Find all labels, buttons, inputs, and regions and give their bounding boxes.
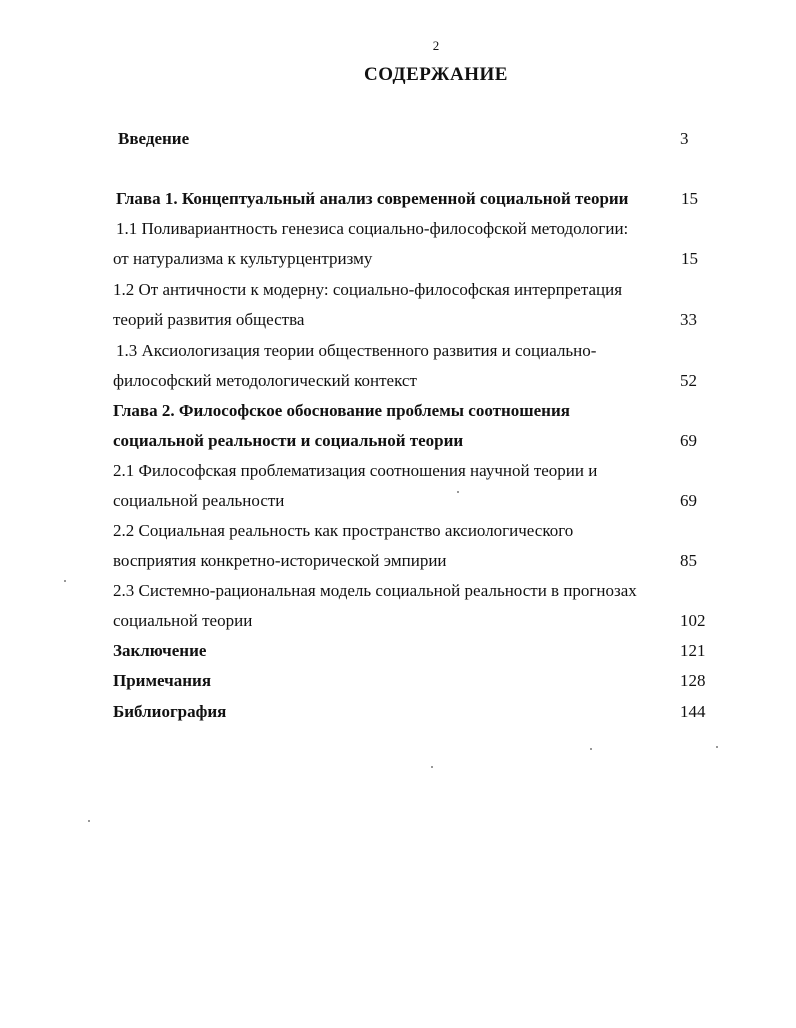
toc-entry-text: социальной реальности и социальной теории: [113, 431, 464, 450]
toc-entry-text: восприятия конкретно-исторической эмпирии: [113, 551, 447, 570]
toc-entry-page: 85: [680, 551, 697, 570]
toc-entry-text: 1.2 От античности к модерну: социально-философская интерпретация: [113, 280, 623, 299]
scan-speck: [64, 580, 66, 582]
toc-entry-text: социальной теории: [113, 611, 253, 630]
toc-entry-page: 144: [680, 702, 706, 721]
scan-speck: [431, 766, 433, 768]
toc-title: СОДЕРЖАНИЕ: [364, 64, 508, 85]
toc-entry-text: 1.3 Аксиологизация теории общественного развития и социально-: [116, 341, 597, 360]
toc-entry-page: 52: [680, 371, 697, 390]
toc-entry-text: теорий развития общества: [113, 310, 305, 329]
toc-entry-page: 69: [680, 431, 697, 450]
scan-speck: [590, 748, 592, 750]
page-number: 2: [432, 38, 440, 53]
scan-speck: [716, 746, 718, 748]
toc-entry-text: Глава 2. Философское обоснование проблемы соотношения: [113, 401, 570, 420]
toc-entry-page: 128: [680, 671, 706, 690]
toc-entry-page: 3: [680, 129, 689, 148]
toc-entry-text: 2.3 Системно-рациональная модель социальной реальности в прогнозах: [113, 581, 637, 600]
toc-entry-page: 15: [681, 249, 698, 268]
toc-entry-page: 121: [680, 641, 706, 660]
toc-entry-text: 2.1 Философская проблематизация соотношения научной теории и: [113, 461, 598, 480]
scan-speck: [88, 820, 90, 822]
toc-entry-text: социальной реальности: [113, 491, 285, 510]
toc-entry-text: философский методологический контекст: [113, 371, 417, 390]
toc-entry-text: от натурализма к культурцентризму: [113, 249, 373, 268]
toc-entry-page: 102: [680, 611, 706, 630]
toc-entry-text: 1.1 Поливариантность генезиса социально-философской методологии:: [116, 219, 629, 238]
toc-entry-text: Заключение: [113, 641, 207, 660]
toc-entry-text: Примечания: [113, 671, 212, 690]
toc-entry-page: 69: [680, 491, 697, 510]
toc-entry-text: Введение: [118, 129, 190, 148]
toc-entry-page: 33: [680, 310, 697, 329]
toc-entry-page: 15: [681, 189, 698, 208]
toc-entry-text: Библиография: [113, 702, 227, 721]
toc-entry-text: Глава 1. Концептуальный анализ современной социальной теории: [116, 189, 629, 208]
toc-entry-text: 2.2 Социальная реальность как пространство аксиологического: [113, 521, 574, 540]
scan-speck: [457, 491, 459, 493]
